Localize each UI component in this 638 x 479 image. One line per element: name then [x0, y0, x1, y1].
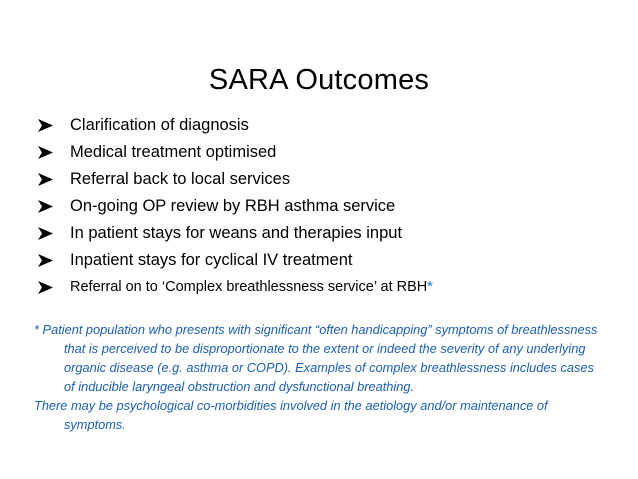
bullet-item [38, 276, 628, 303]
bullet-item [38, 168, 628, 195]
bullet-text: Inpatient stays for cyclical IV treatment [70, 251, 353, 269]
bullet-text: Referral on to ‘Complex breathlessness service’ at RBH [70, 279, 428, 295]
arrow-bullet-icon [38, 119, 53, 132]
arrow-bullet-icon [38, 173, 53, 186]
bullet-text: On-going OP review by RBH asthma service [70, 197, 396, 215]
arrow-bullet-icon [38, 146, 53, 159]
bullet-item [38, 222, 628, 249]
bullet-text: In patient stays for weans and therapies input [70, 224, 403, 242]
bullet-text: Clarification of diagnosis [70, 116, 249, 134]
bullet-item [38, 114, 628, 141]
bullet-text: Medical treatment optimised [70, 143, 277, 161]
arrow-bullet-icon [38, 281, 53, 294]
bullet-item [38, 141, 628, 168]
footnote [34, 320, 606, 434]
bullet-item [38, 249, 628, 276]
footnote-marker: * [427, 279, 433, 295]
bullet-item [38, 195, 628, 222]
bullet-list [38, 114, 628, 303]
arrow-bullet-icon [38, 200, 53, 213]
footnote-paragraph: There may be psychological co-morbidities involved in the aetiology and/or maintenance of symptoms. [34, 398, 548, 432]
arrow-bullet-icon [38, 227, 53, 240]
slide-title: SARA Outcomes [208, 64, 430, 96]
bullet-text: Referral back to local services [70, 170, 291, 188]
footnote-paragraph: * Patient population who presents with significant “often handicapping” symptoms of breathlessness that is perceived to be disproportionate to the extent or indeed the severity of any underlying organic disease (e.g. asthma or COPD). Examples of complex breathlessness includes cases of inducible laryngeal obstruction and dysfunctional breathing. [34, 322, 598, 394]
arrow-bullet-icon [38, 254, 53, 267]
